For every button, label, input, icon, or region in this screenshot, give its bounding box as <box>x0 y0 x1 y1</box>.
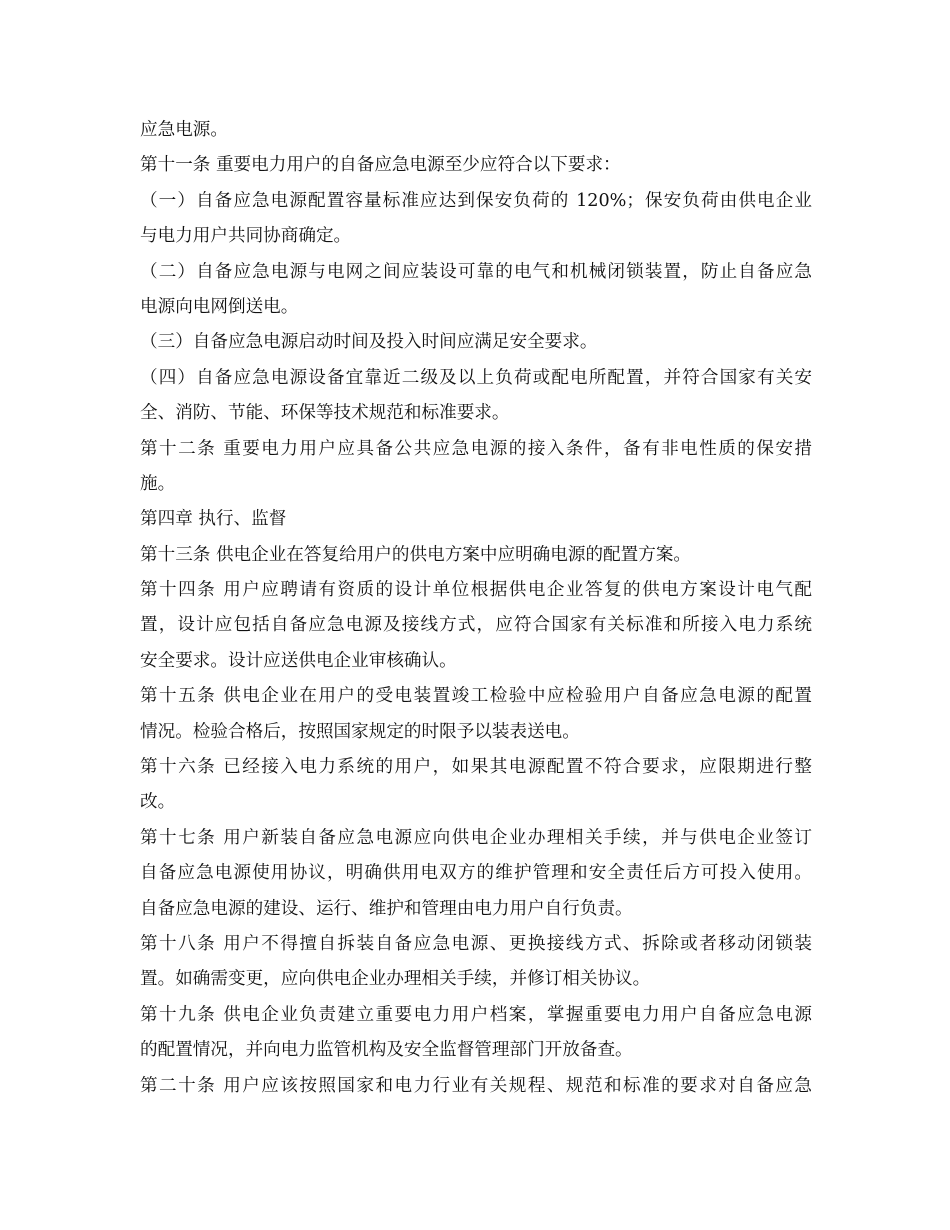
text-line: 自备应急电源的建设、运行、维护和管理由电力用户自行负责。 <box>140 898 633 919</box>
text-line: 与电力用户共同协商确定。 <box>140 226 352 247</box>
article-16-line: 第十六条 已经接入电力系统的用户，如果其电源配置不符合要求，应限期进行整 <box>140 757 812 778</box>
text-line: （一）自备应急电源配置容量标准应达到保安负荷的 120%；保安负荷由供电企业 <box>140 190 812 211</box>
text-line: 施。 <box>140 473 176 494</box>
text-line: 置。如确需变更，应向供电企业办理相关手续，并修订相关协议。 <box>140 969 651 990</box>
article-19-line: 第十九条 供电企业负责建立重要电力用户档案，掌握重要电力用户自备应急电源 <box>140 1004 812 1025</box>
article-12-line: 第十二条 重要电力用户应具备公共应急电源的接入条件，备有非电性质的保安措 <box>140 438 812 459</box>
article-14-line: 第十四条 用户应聘请有资质的设计单位根据供电企业答复的供电方案设计电气配 <box>140 580 812 601</box>
text-line: 改。 <box>140 792 176 813</box>
text-line: 应急电源。 <box>140 120 228 140</box>
text-line: （四）自备应急电源设备宜靠近二级及以上负荷或配电所配置，并符合国家有关安 <box>140 367 812 388</box>
text-line: 电源向电网倒送电。 <box>140 296 299 317</box>
article-20-line: 第二十条 用户应该按照国家和电力行业有关规程、规范和标准的要求对自备应急 <box>140 1075 812 1096</box>
text-line: （三）自备应急电源启动时间及投入时间应满足安全要求。 <box>140 332 598 353</box>
text-line: 安全要求。设计应送供电企业审核确认。 <box>140 650 457 671</box>
text-line: 全、消防、节能、环保等技术规范和标准要求。 <box>140 403 510 424</box>
article-13-line: 第十三条 供电企业在答复给用户的供电方案中应明确电源的配置方案。 <box>140 544 692 565</box>
text-line: （二）自备应急电源与电网之间应装设可靠的电气和机械闭锁装置，防止自备应急 <box>140 261 812 282</box>
article-15-line: 第十五条 供电企业在用户的受电装置竣工检验中应检验用户自备应急电源的配置 <box>140 686 812 707</box>
chapter-4-heading: 第四章 执行、监督 <box>140 509 287 530</box>
text-line: 的配置情况，并向电力监管机构及安全监督管理部门开放备查。 <box>140 1040 633 1061</box>
text-line: 情况。检验合格后，按照国家规定的时限予以装表送电。 <box>140 721 580 742</box>
article-11-heading: 第十一条 重要电力用户的自备应急电源至少应符合以下要求： <box>140 155 621 176</box>
document-body <box>140 113 812 1104</box>
article-18-line: 第十八条 用户不得擅自拆装自备应急电源、更换接线方式、拆除或者移动闭锁装 <box>140 933 812 954</box>
text-line: 置，设计应包括自备应急电源及接线方式，应符合国家有关标准和所接入电力系统 <box>140 615 812 636</box>
article-17-line: 第十七条 用户新装自备应急电源应向供电企业办理相关手续，并与供电企业签订 <box>140 827 812 848</box>
text-line: 自备应急电源使用协议，明确供用电双方的维护管理和安全责任后方可投入使用。 <box>140 863 812 884</box>
